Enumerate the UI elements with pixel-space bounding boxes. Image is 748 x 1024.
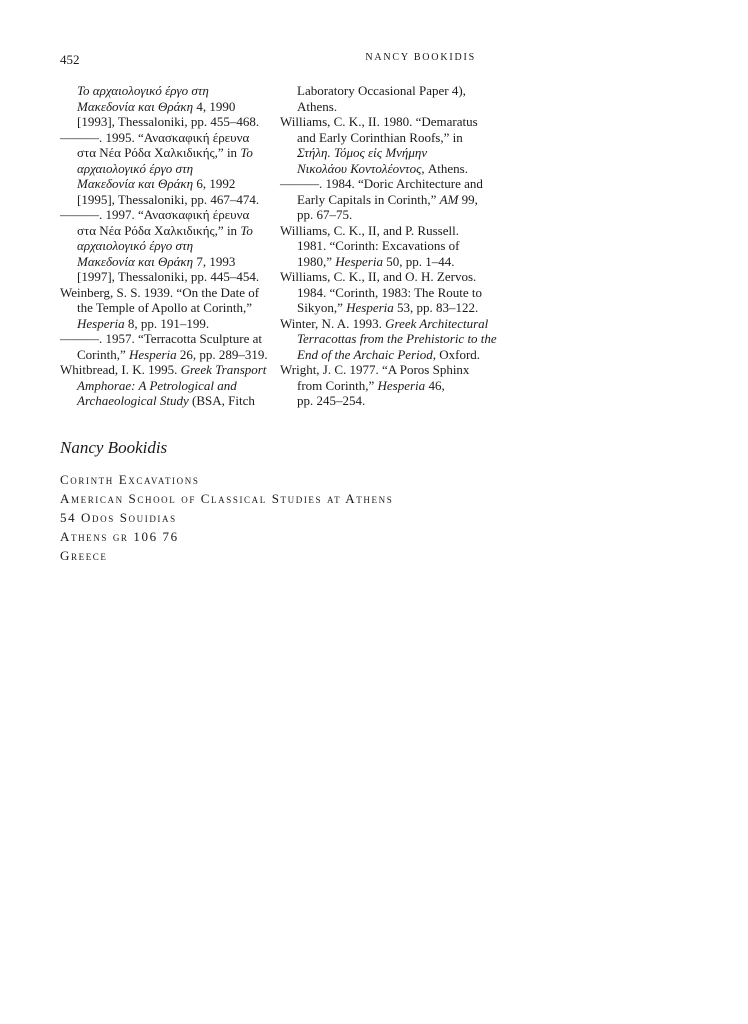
references-right-column [280,83,497,409]
reference-line [280,161,485,177]
reference-line [280,362,485,378]
roman-text: 26, pp. 289–319. [176,346,268,362]
italic-text: Greek Transport [180,362,267,377]
reference-entry [60,130,265,208]
roman-text: 53, pp. 83–122. [393,300,479,315]
reference-line [280,331,497,347]
reference-entry [280,114,485,176]
roman-text: Laboratory Occasional Paper 4), [297,83,466,98]
reference-line [280,378,485,394]
roman-text: the Temple of Apollo at Corinth,” [77,300,253,315]
roman-text: Williams, C. K., II, and O. H. Zervos. [280,269,477,284]
italic-text: Hesperia [77,315,125,331]
roman-text: Athens. [297,98,338,114]
page-header [60,52,476,68]
reference-line [60,238,265,254]
reference-entry [60,207,265,285]
roman-text: Oxford. [436,346,481,362]
reference-entry [280,269,485,316]
roman-text: [1993], Thessaloniki, pp. 455–468. [77,114,260,129]
author-address [60,470,393,565]
address-line: American School of Classical Studies at Athens [60,491,394,506]
reference-line [280,254,485,270]
italic-text: Archaeological Study [77,393,189,408]
reference-line [280,192,485,208]
reference-line [280,285,485,301]
running-head: NANCY BOOKIDIS [365,52,476,63]
reference-line [60,378,265,394]
reference-line [280,130,485,146]
reference-line [60,192,265,208]
roman-text: 99, [458,191,478,207]
italic-text: Μακεδονία και Θράκη [77,253,194,269]
reference-line [60,99,265,115]
reference-line [60,254,265,270]
italic-text: Το [240,145,253,160]
italic-text: Το αρχαιολογικό έργο στη [77,83,209,98]
italic-text: αρχαιολογικό έργο στη [77,238,194,253]
address-line: Greece [60,548,108,563]
italic-text: End of the Archaic Period, [297,346,437,362]
reference-entry [60,285,265,332]
roman-text: Early Capitals in Corinth,” [297,191,440,207]
address-line: Athens gr 106 76 [60,529,179,544]
reference-line [60,285,265,301]
roman-text: [1995], Thessaloniki, pp. 467–474. [77,191,260,207]
roman-text: Wright, J. C. 1977. “A Poros Sphinx [280,362,470,377]
italic-text: Στήλη. Τόμος εἰς Μνήμην [297,145,428,160]
roman-text: [1997], Thessaloniki, pp. 445–454. [77,269,260,284]
reference-line [280,145,485,161]
reference-line [280,176,485,192]
roman-text: ———. 1995. “Ανασκαφική έρευνα [60,129,250,145]
reference-line [280,393,485,409]
italic-text: Νικολάου Κοντολέοντος, [297,160,425,176]
roman-text: ———. 1984. “Doric Architecture and [280,176,483,191]
italic-text: Hesperia [346,300,394,315]
roman-text: Sikyon,” [297,300,347,315]
reference-entry [60,83,265,130]
reference-line [280,238,485,254]
reference-line [280,347,485,363]
roman-text: pp. 245–254. [297,393,366,408]
reference-entry [60,362,265,409]
reference-line [60,83,265,99]
reference-entry [280,176,485,223]
roman-text: ———. 1957. “Terracotta Sculpture at [60,331,262,346]
roman-text: 46, [425,377,445,393]
italic-text: Hesperia [129,346,177,362]
roman-text: Corinth,” [77,346,129,362]
roman-text: 7, 1993 [193,253,236,269]
reference-line [280,83,485,99]
page-number: 452 [60,52,80,67]
roman-text: 4, 1990 [193,98,236,114]
italic-text: Terracottas from the Prehistoric to the [297,331,497,346]
reference-line [280,114,485,130]
reference-line [60,300,265,316]
reference-line [60,316,265,332]
roman-text: ———. 1997. “Ανασκαφική έρευνα [60,207,250,222]
reference-line [60,331,265,347]
roman-text: στα Νέα Ρόδα Χαλκιδικής,” in [77,145,241,160]
reference-line [60,161,265,177]
roman-text: pp. 67–75. [297,207,353,222]
reference-line [60,207,265,223]
italic-text: Greek Architectural [385,315,489,331]
references-left-column [60,83,268,409]
roman-text: Winter, N. A. 1993. [280,315,386,331]
reference-line [280,300,485,316]
roman-text: Whitbread, I. K. 1995. [60,362,181,377]
reference-line [280,223,485,239]
reference-line [60,130,265,146]
roman-text: Weinberg, S. S. 1939. “On the Date of [60,284,260,300]
roman-text: 1984. “Corinth, 1983: The Route to [297,284,482,300]
italic-text: AM [439,191,459,207]
italic-text: Το [240,222,253,238]
reference-entry [280,223,485,270]
reference-line [280,99,485,115]
roman-text: Williams, C. K., II. 1980. “Demaratus [280,114,478,129]
author-name: Nancy Bookidis [60,438,168,457]
italic-text: Amphorae: A Petrological and [77,377,237,393]
reference-entry [60,331,268,362]
roman-text: 1981. “Corinth: Excavations of [297,238,460,253]
roman-text: 8, pp. 191–199. [124,315,210,331]
reference-line [60,223,265,239]
italic-text: Hesperia [335,253,383,269]
italic-text: Hesperia [377,377,426,393]
italic-text: αρχαιολογικό έργο στη [77,160,194,176]
reference-line [280,315,489,332]
roman-text: 1980,” [297,253,336,269]
roman-text: Williams, C. K., II, and P. Russell. [280,222,459,238]
roman-text: Athens. [424,160,468,176]
roman-text: (BSA, Fitch [188,393,255,408]
roman-text: 50, pp. 1–44. [382,253,455,269]
italic-text: Μακεδονία και Θράκη [77,98,194,114]
reference-line [60,145,265,161]
reference-line [60,114,265,130]
roman-text: and Early Corinthian Roofs,” in [297,129,463,145]
reference-entry [280,83,485,114]
reference-entry [280,362,485,409]
roman-text: 6, 1992 [193,176,236,191]
reference-line [280,207,485,223]
reference-line [60,362,265,378]
reference-entry [280,315,497,363]
roman-text: στα Νέα Ρόδα Χαλκιδικής,” in [77,222,241,238]
italic-text: Μακεδονία και Θράκη [77,176,194,191]
reference-line [60,393,265,409]
address-line: Corinth Excavations [60,472,200,487]
address-line: 54 Odos Souidias [60,510,177,525]
reference-line [60,269,265,285]
reference-line [60,176,265,192]
roman-text: from Corinth,” [297,377,378,393]
reference-line [60,346,268,363]
reference-line [280,269,485,285]
